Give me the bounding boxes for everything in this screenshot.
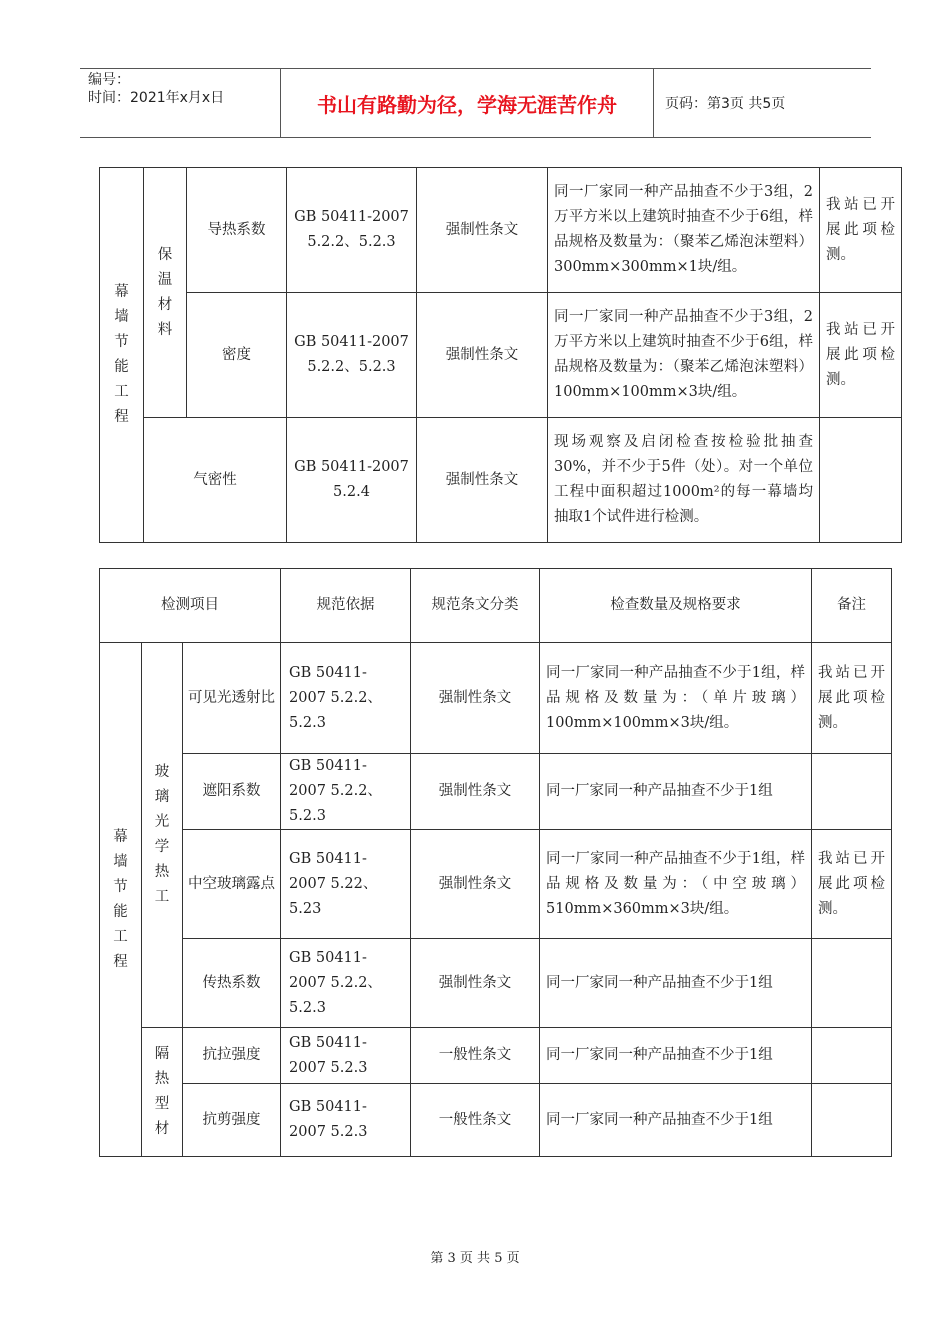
subgroup-cell: 玻璃光学热工 (142, 643, 183, 1028)
table-row (100, 418, 902, 543)
item-cell: 抗拉强度 (183, 1028, 281, 1084)
item-cell: 可见光透射比 (183, 643, 281, 754)
header-page-label: 页码：第3页 共5页 (665, 96, 786, 112)
group-cell: 幕墙节能工程 (100, 643, 142, 1157)
spec-cell: GB 50411-2007 5.2.4 (287, 418, 417, 543)
group-cell: 幕墙节能工程 (100, 168, 144, 543)
table-insulation (99, 167, 902, 543)
table-row (100, 643, 892, 754)
item-cell: 导热系数 (187, 168, 287, 293)
table-glass-profile (99, 568, 892, 1157)
header-note: 备注 (812, 569, 892, 643)
item-cell: 气密性 (144, 418, 287, 543)
table-row (100, 168, 902, 293)
item-cell: 遮阳系数 (183, 754, 281, 830)
note-cell (812, 1028, 892, 1084)
spec-cell: GB 50411-2007 5.2.2、5.2.3 (281, 754, 411, 830)
type-cell: 强制性条文 (411, 754, 540, 830)
type-cell: 强制性条文 (417, 293, 548, 418)
spec-cell: GB 50411-2007 5.22、5.23 (281, 830, 411, 939)
type-cell: 一般性条文 (411, 1084, 540, 1157)
note-cell: 我站已开展此项检测。 (812, 830, 892, 939)
header-spec: 规范依据 (281, 569, 411, 643)
type-cell: 强制性条文 (411, 939, 540, 1028)
note-cell (812, 939, 892, 1028)
page-header (80, 68, 871, 138)
item-cell: 中空玻璃露点 (183, 830, 281, 939)
type-cell: 强制性条文 (411, 643, 540, 754)
table-row (100, 1028, 892, 1084)
note-cell: 我站已开展此项检测。 (812, 643, 892, 754)
note-cell (820, 418, 902, 543)
type-cell: 强制性条文 (417, 418, 548, 543)
subgroup-cell: 隔热型材 (142, 1028, 183, 1157)
req-cell: 同一厂家同一种产品抽查不少于1组，样品规格及数量为：（中空玻璃）510mm×360mm×3块/组。 (540, 830, 812, 939)
table-row (100, 754, 892, 830)
note-cell: 我站已开展此项检测。 (820, 168, 902, 293)
item-cell: 传热系数 (183, 939, 281, 1028)
req-cell: 同一厂家同一种产品抽查不少于1组 (540, 939, 812, 1028)
item-cell: 密度 (187, 293, 287, 418)
req-cell: 同一厂家同一种产品抽查不少于3组，2万平方米以上建筑时抽查不少于6组，样品规格及数量为：（聚苯乙烯泡沫塑料）100mm×100mm×3块/组。 (548, 293, 820, 418)
page-footer: 第 3 页 共 5 页 (430, 1251, 520, 1266)
table-row (100, 293, 902, 418)
req-cell: 同一厂家同一种产品抽查不少于1组 (540, 1084, 812, 1157)
type-cell: 强制性条文 (417, 168, 548, 293)
header-item: 检测项目 (100, 569, 281, 643)
spec-cell: GB 50411-2007 5.2.3 (281, 1084, 411, 1157)
number-label: 编号： (88, 72, 130, 88)
item-cell: 抗剪强度 (183, 1084, 281, 1157)
req-cell: 同一厂家同一种产品抽查不少于1组，样品规格及数量为：（单片玻璃）100mm×100mm×3块/组。 (540, 643, 812, 754)
table-row (100, 939, 892, 1028)
note-cell: 我站已开展此项检测。 (820, 293, 902, 418)
spec-cell: GB 50411-2007 5.2.2、5.2.3 (281, 939, 411, 1028)
spec-cell: GB 50411-2007 5.2.3 (281, 1028, 411, 1084)
header-req: 检查数量及规格要求 (540, 569, 812, 643)
table-row (100, 830, 892, 939)
header-motto: 书山有路勤为径，学海无涯苦作舟 (281, 69, 654, 137)
spec-cell: GB 50411-2007 5.2.2、5.2.3 (281, 643, 411, 754)
note-cell (812, 1084, 892, 1157)
type-cell: 一般性条文 (411, 1028, 540, 1084)
spec-cell: GB 50411-2007 5.2.2、5.2.3 (287, 168, 417, 293)
req-cell: 现场观察及启闭检查按检验批抽查30%，并不少于5件（处）。对一个单位工程中面积超过1000m²的每一幕墙均抽取1个试件进行检测。 (548, 418, 820, 543)
header-type: 规范条文分类 (411, 569, 540, 643)
time-label: 时间：2021年x月x日 (88, 90, 225, 106)
type-cell: 强制性条文 (411, 830, 540, 939)
req-cell: 同一厂家同一种产品抽查不少于3组，2万平方米以上建筑时抽查不少于6组，样品规格及数量为：（聚苯乙烯泡沫塑料）300mm×300mm×1块/组。 (548, 168, 820, 293)
subgroup-cell: 保温材料 (144, 168, 187, 418)
header-meta (80, 69, 281, 137)
note-cell (812, 754, 892, 830)
table-row (100, 1084, 892, 1157)
spec-cell: GB 50411-2007 5.2.2、5.2.3 (287, 293, 417, 418)
table-header-row (100, 569, 892, 643)
req-cell: 同一厂家同一种产品抽查不少于1组 (540, 1028, 812, 1084)
req-cell: 同一厂家同一种产品抽查不少于1组 (540, 754, 812, 830)
